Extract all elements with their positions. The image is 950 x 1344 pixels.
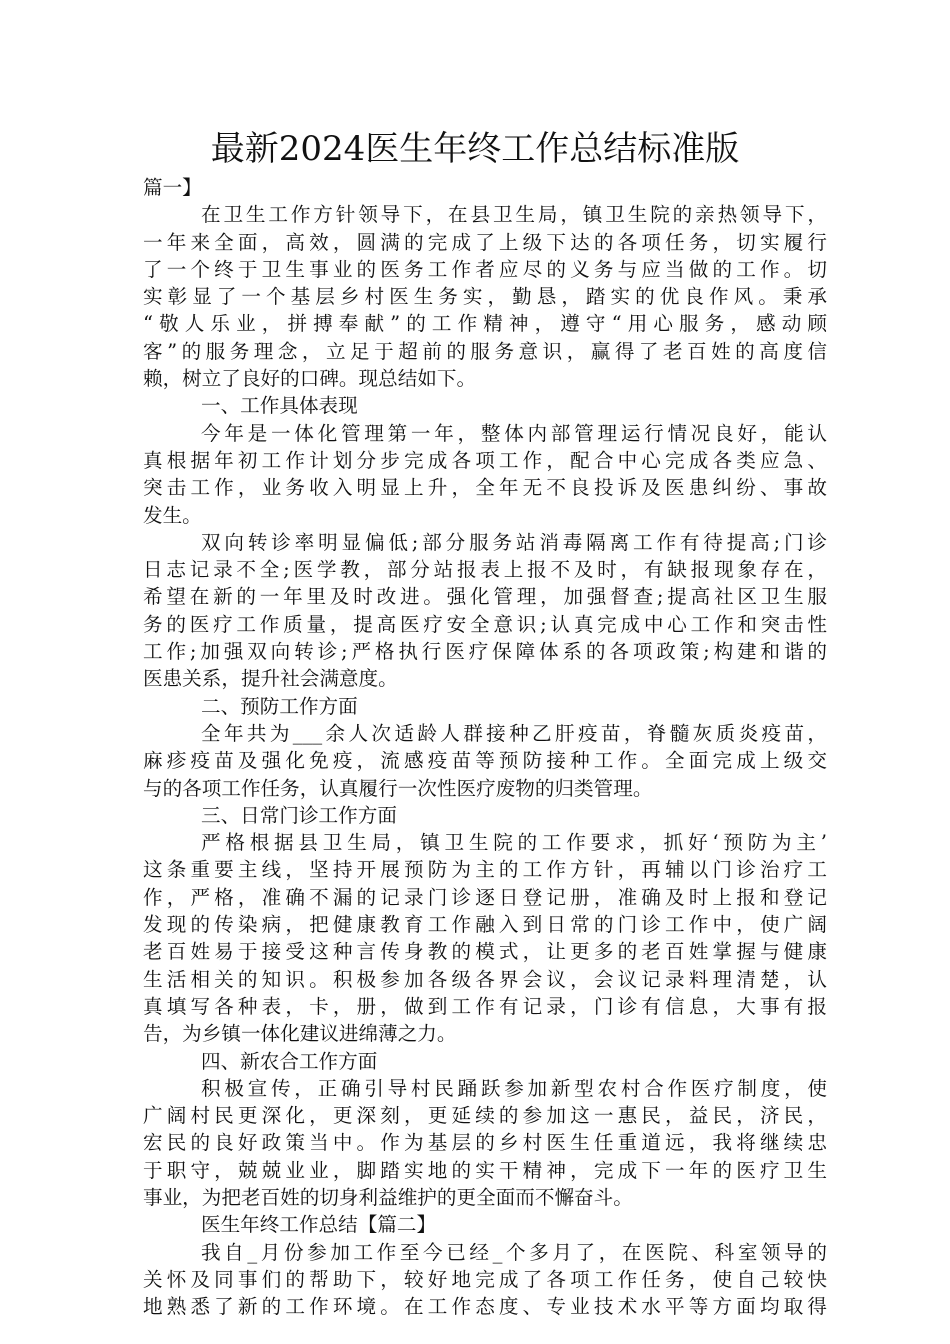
text-line: 四、新农合工作方面 (201, 1049, 378, 1073)
text-line: 全年共为___余人次适龄人群接种乙肝疫苗，脊髓灰质炎疫苗， (201, 721, 827, 745)
text-line: 严格根据县卫生局，镇卫生院的工作要求，抓好‘预防为主’ (201, 831, 827, 855)
text-line: 宏民的良好政策当中。作为基层的乡村医生任重道远，我将继续忠 (143, 1131, 827, 1155)
text-line: 了一个终于卫生事业的医务工作者应尽的义务与应当做的工作。切 (143, 257, 827, 281)
text-line: 发现的传染病，把健康教育工作融入到日常的门诊工作中，使广阔 (143, 913, 827, 937)
text-line: 二、预防工作方面 (201, 694, 358, 718)
text-line: 赖，树立了良好的口碑。现总结如下。 (143, 367, 477, 391)
text-line: 作，严格，准确不漏的记录门诊逐日登记册，准确及时上报和登记 (143, 885, 827, 909)
text-line: 客”的服务理念，立足于超前的服务意识，赢得了老百姓的高度信 (143, 339, 827, 363)
text-line: 生活相关的知识。积极参加各级各界会议，会议记录料理清楚，认 (143, 967, 827, 991)
text-line: 地熟悉了新的工作环境。在工作态度、专业技术水平等方面均取得 (143, 1295, 827, 1319)
text-line: 与的各项工作任务，认真履行一次性医疗废物的归类管理。 (143, 776, 653, 800)
text-line: 篇一】 (143, 176, 202, 199)
text-line: 日志记录不全;医学教，部分站报表上报不及时，有缺报现象存在， (143, 558, 827, 582)
text-line: 实彰显了一个基层乡村医生务实，勤恳，踏实的优良作风。秉承 (143, 285, 827, 309)
text-line: 真填写各种表，卡，册，做到工作有记录，门诊有信息，大事有报 (143, 994, 827, 1018)
text-line: 这条重要主线，坚持开展预防为主的工作方针，再辅以门诊治疗工 (143, 858, 827, 882)
text-line: 突击工作，业务收入明显上升，全年无不良投诉及医患纠纷、事故 (143, 476, 827, 500)
document-body (143, 174, 827, 1320)
text-line: 事业，为把老百姓的切身利益维护的更全面而不懈奋斗。 (143, 1185, 633, 1209)
text-line: 今年是一体化管理第一年，整体内部管理运行情况良好，能认 (201, 421, 827, 445)
text-line: 医生年终工作总结【篇二】 (201, 1213, 437, 1237)
text-line: 一年来全面，高效，圆满的完成了上级下达的各项任务，切实履行 (143, 230, 827, 254)
text-line: 务的医疗工作质量，提高医疗安全意识;认真完成中心工作和突击性 (143, 612, 827, 636)
text-line: 老百姓易于接受这种言传身教的模式，让更多的老百姓掌握与健康 (143, 940, 827, 964)
text-line: “敬人乐业，拼搏奉献”的工作精神，遵守“用心服务，感动顾 (143, 312, 827, 336)
text-line: 我自_月份参加工作至今已经_个多月了，在医院、科室领导的 (201, 1240, 827, 1264)
text-line: 于职守，兢兢业业，脚踏实地的实干精神，完成下一年的医疗卫生 (143, 1158, 827, 1182)
text-line: 工作;加强双向转诊;严格执行医疗保障体系的各项政策;构建和谐的 (143, 640, 827, 664)
text-line: 三、日常门诊工作方面 (201, 803, 397, 827)
text-line: 广阔村民更深化，更深刻，更延续的参加这一惠民，益民，济民， (143, 1104, 827, 1128)
text-line: 真根据年初工作计划分步完成各项工作，配合中心完成各类应急、 (143, 448, 827, 472)
text-line: 关怀及同事们的帮助下，较好地完成了各项工作任务，使自己较快 (143, 1267, 827, 1291)
text-line: 告，为乡镇一体化建议进绵薄之力。 (143, 1022, 457, 1046)
text-line: 麻疹疫苗及强化免疫，流感疫苗等预防接种工作。全面完成上级交 (143, 749, 827, 773)
text-line: 积极宣传，正确引导村民踊跃参加新型农村合作医疗制度，使 (201, 1076, 827, 1100)
document-title: 最新2024医生年终工作总结标准版 (210, 129, 740, 169)
text-line: 双向转诊率明显偏低;部分服务站消毒隔离工作有待提高;门诊 (201, 530, 827, 554)
text-line: 发生。 (143, 503, 202, 527)
text-line: 一、工作具体表现 (201, 394, 358, 418)
text-line: 医患关系，提升社会满意度。 (143, 667, 398, 691)
text-line: 希望在新的一年里及时改进。强化管理，加强督查;提高社区卫生服 (143, 585, 827, 609)
text-line: 在卫生工作方针领导下，在县卫生局，镇卫生院的亲热领导下， (201, 203, 827, 227)
